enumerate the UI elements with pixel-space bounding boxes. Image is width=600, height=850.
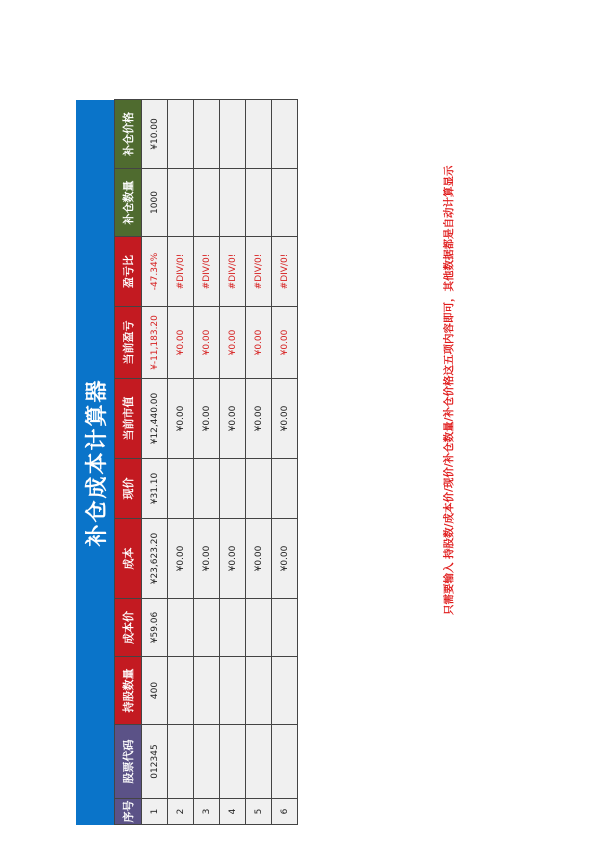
add-qty-cell[interactable] — [168, 169, 194, 237]
market-value-cell: ¥0.00 — [194, 379, 220, 459]
shares-cell[interactable] — [246, 657, 272, 725]
add-qty-cell[interactable] — [246, 169, 272, 237]
pnl-cell: ¥0.00 — [220, 307, 246, 379]
price-cell[interactable] — [246, 459, 272, 519]
price-cell[interactable] — [272, 459, 298, 519]
pnl-ratio-cell: #DIV/0! — [194, 237, 220, 307]
stock-code-cell[interactable] — [220, 725, 246, 799]
add-price-cell[interactable] — [194, 100, 220, 169]
index-cell: 2 — [168, 799, 194, 825]
stock-code-cell[interactable] — [168, 725, 194, 799]
cost-price-cell[interactable] — [246, 599, 272, 657]
stock-code-cell[interactable] — [246, 725, 272, 799]
pnl-cell: ¥0.00 — [272, 307, 298, 379]
index-cell: 6 — [272, 799, 298, 825]
price-cell[interactable] — [168, 459, 194, 519]
cost-cell: ¥0.00 — [246, 519, 272, 599]
shares-cell[interactable] — [272, 657, 298, 725]
shares-cell[interactable] — [168, 657, 194, 725]
add-price-cell[interactable]: ¥10.00 — [142, 100, 168, 169]
column-header: 持股数量 — [115, 657, 142, 725]
cost-cell: ¥0.00 — [194, 519, 220, 599]
cost-price-cell[interactable] — [272, 599, 298, 657]
cost-price-cell[interactable] — [194, 599, 220, 657]
pnl-ratio-cell: -47.34% — [142, 237, 168, 307]
cost-cell: ¥0.00 — [168, 519, 194, 599]
add-qty-cell[interactable] — [194, 169, 220, 237]
table-body — [142, 100, 298, 825]
header-row — [115, 100, 142, 825]
market-value-cell: ¥0.00 — [168, 379, 194, 459]
column-header: 当前市值 — [115, 379, 142, 459]
cost-price-cell[interactable]: ¥59.06 — [142, 599, 168, 657]
calculator-sheet — [76, 100, 298, 825]
add-price-cell[interactable] — [220, 100, 246, 169]
add-qty-cell[interactable] — [272, 169, 298, 237]
market-value-cell: ¥0.00 — [272, 379, 298, 459]
add-qty-cell[interactable]: 1000 — [142, 169, 168, 237]
index-cell: 3 — [194, 799, 220, 825]
calc-table — [114, 99, 298, 825]
market-value-cell: ¥0.00 — [246, 379, 272, 459]
stock-code-cell[interactable] — [272, 725, 298, 799]
column-header: 成本 — [115, 519, 142, 599]
column-header: 股票代码 — [115, 725, 142, 799]
shares-cell[interactable]: 400 — [142, 657, 168, 725]
add-price-cell[interactable] — [246, 100, 272, 169]
table-row — [272, 100, 298, 825]
sheet-title: 补仓成本计算器 — [76, 100, 114, 825]
column-header: 当前盈亏 — [115, 307, 142, 379]
stock-code-cell[interactable] — [194, 725, 220, 799]
stock-code-cell[interactable]: 012345 — [142, 725, 168, 799]
market-value-cell: ¥0.00 — [220, 379, 246, 459]
instruction-note — [426, 95, 455, 615]
add-price-cell[interactable] — [272, 100, 298, 169]
pnl-cell: ¥0.00 — [168, 307, 194, 379]
pnl-cell: ¥0.00 — [194, 307, 220, 379]
table-row — [168, 100, 194, 825]
price-cell[interactable]: ¥31.10 — [142, 459, 168, 519]
add-price-cell[interactable] — [168, 100, 194, 169]
cost-cell: ¥23,623.20 — [142, 519, 168, 599]
pnl-cell: ¥-11,183.20 — [142, 307, 168, 379]
column-header: 成本价 — [115, 599, 142, 657]
market-value-cell: ¥12,440.00 — [142, 379, 168, 459]
pnl-ratio-cell: #DIV/0! — [246, 237, 272, 307]
shares-cell[interactable] — [194, 657, 220, 725]
column-header: 现价 — [115, 459, 142, 519]
column-header: 序号 — [115, 799, 142, 825]
cost-price-cell[interactable] — [220, 599, 246, 657]
price-cell[interactable] — [194, 459, 220, 519]
table-row — [142, 100, 168, 825]
column-header: 补仓数量 — [115, 169, 142, 237]
instruction-text: 只需要输入 持股数/成本价/现价/补仓数量/补仓价格这五项内容即可，其他数据都是自动计算显示 — [443, 165, 455, 615]
pnl-cell: ¥0.00 — [246, 307, 272, 379]
table-row — [220, 100, 246, 825]
index-cell: 5 — [246, 799, 272, 825]
cost-cell: ¥0.00 — [272, 519, 298, 599]
cost-price-cell[interactable] — [168, 599, 194, 657]
price-cell[interactable] — [220, 459, 246, 519]
cost-cell: ¥0.00 — [220, 519, 246, 599]
index-cell: 4 — [220, 799, 246, 825]
shares-cell[interactable] — [220, 657, 246, 725]
table-row — [246, 100, 272, 825]
column-header: 补仓价格 — [115, 100, 142, 169]
table-row — [194, 100, 220, 825]
index-cell: 1 — [142, 799, 168, 825]
add-qty-cell[interactable] — [220, 169, 246, 237]
pnl-ratio-cell: #DIV/0! — [168, 237, 194, 307]
pnl-ratio-cell: #DIV/0! — [272, 237, 298, 307]
column-header: 盈亏比 — [115, 237, 142, 307]
pnl-ratio-cell: #DIV/0! — [220, 237, 246, 307]
